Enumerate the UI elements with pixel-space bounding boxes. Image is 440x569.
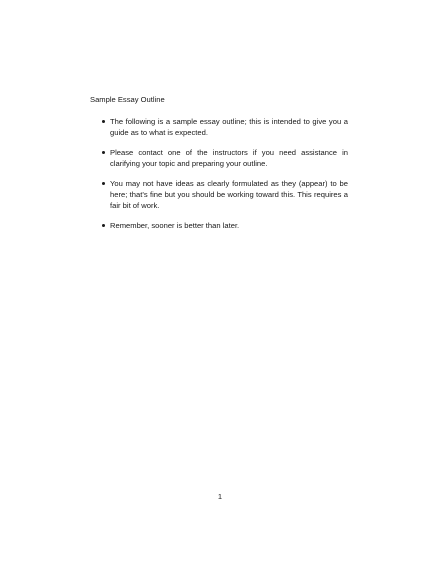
bullet-list [102,116,348,240]
list-item [102,220,348,231]
bullet-text: Remember, sooner is better than later. [110,221,240,230]
list-item [102,116,348,138]
bullet-icon [102,151,105,154]
bullet-text: You may not have ideas as clearly formulated as they (appear) to be here; that’s fine but you should be working toward this. This requires a fair bit of work. [110,179,348,210]
bullet-icon [102,224,105,227]
list-item [102,178,348,211]
bullet-icon [102,182,105,185]
document-title: Sample Essay Outline [90,95,165,104]
bullet-text: Please contact one of the instructors if you need assistance in clarifying your topic and preparing your outline. [110,148,348,168]
page-number: 1 [217,492,223,501]
bullet-icon [102,120,105,123]
list-item [102,147,348,169]
bullet-text: The following is a sample essay outline; this is intended to give you a guide as to what is expected. [110,117,348,137]
